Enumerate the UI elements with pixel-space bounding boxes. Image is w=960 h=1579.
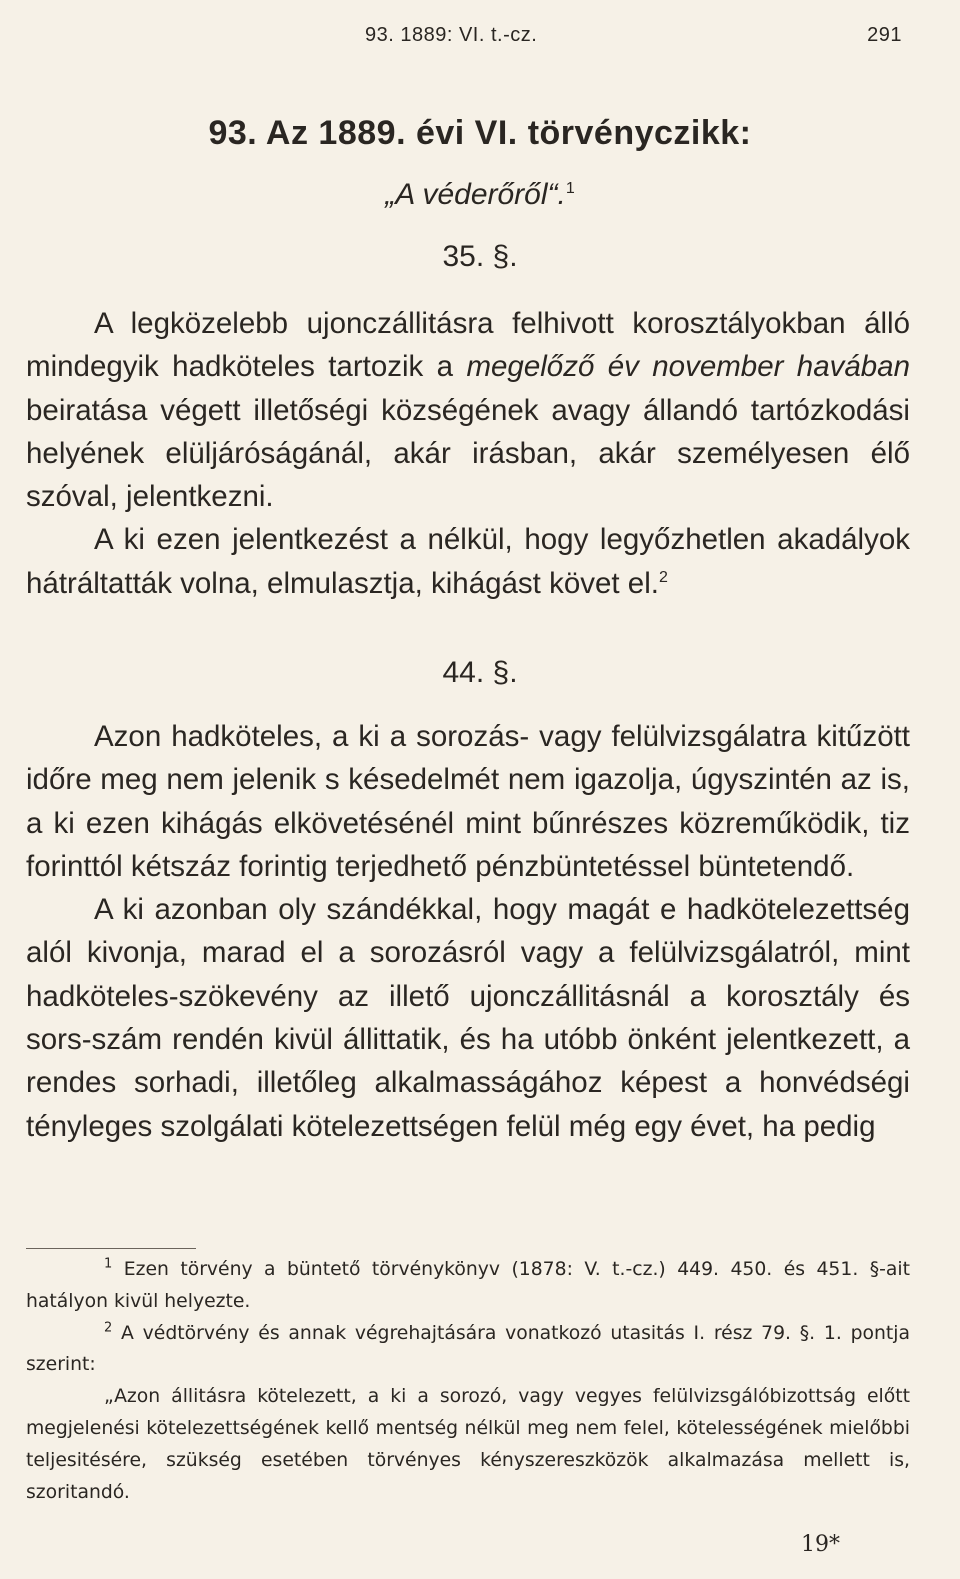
page-number: 291 — [867, 24, 902, 46]
footnote-divider — [26, 1248, 196, 1249]
printer-signature: 19* — [801, 1532, 840, 1557]
paragraph-text: A legközelebb ujonczállitásra felhivott korosztályokban álló mindegyik hadköteles tartozik a — [26, 307, 910, 384]
section-35-body — [26, 302, 910, 605]
paragraph-emphasis: megelőző év november havában — [466, 350, 910, 384]
footnote-text: Ezen törvény a büntető törvénykönyv (1878: V. t.-cz.) 449. 450. és 451. §-ait hatályon kivül helyezte. — [26, 1259, 910, 1312]
section-number-35: 35. §. — [442, 240, 518, 273]
footnote-text: A védtörvény és annak végrehajtására vonatkozó utasitás I. rész 79. §. 1. pontja szerint: — [26, 1322, 910, 1376]
act-subtitle — [0, 178, 960, 212]
section-44-body — [26, 715, 910, 1148]
footnote-2 — [26, 1318, 910, 1382]
footnote-ref-1: 1 — [565, 180, 575, 197]
running-header — [0, 18, 960, 52]
footnote-1 — [26, 1254, 910, 1318]
paragraph-text: beiratása végett illetőségi községének avagy állandó tartózkodási helyének elüljáróságánál, akár irásban, akár személyesen élő szóval, jelentkezni. — [26, 393, 910, 514]
footnote-text: „Azon állitásra kötelezett, a ki a sorozó, vagy vegyes felülvizsgálóbizottság előtt megjelenési kötelezettségének kellő mentség nélkül meg nem felel, kötelességének mielőbbi teljesitésére, szükség esetében törvényes kényszereszközök alkalmazása mellett is, szoritandó. — [26, 1386, 910, 1503]
footnote-ref-2: 2 — [658, 568, 668, 586]
section-35-paragraph-2 — [26, 518, 910, 605]
section-number-44: 44. §. — [442, 656, 518, 689]
act-title: 93. Az 1889. évi VI. törvényczikk: — [208, 114, 752, 152]
footnotes — [26, 1254, 910, 1508]
header-act-reference: 93. 1889: VI. t.-cz. — [365, 24, 538, 46]
section-44-paragraph-2: A ki azonban oly szándékkal, hogy magát e hadkötelezettség alól kivonja, marad el a sorozásról vagy a felülvizsgálatról, mint hadköteles-szökevény az illető ujonczállitásnál a korosztály és sors-szám rendén kivül állittatik, és ha utóbb önként jelentkezett, a rendes sorhadi, illetőleg alkalmasságához képest a honvédségi tényleges szolgálati kötelezettségen felül még egy évet, ha pedig — [26, 893, 910, 1143]
section-44-paragraph-1: Azon hadköteles, a ki a sorozás- vagy felülvizsgálatra kitűzött időre meg nem jelenik s késedelmét nem igazolja, úgyszintén az is, a ki ezen kihágás elkövetésénél mint bűnrészes közreműködik, tiz forinttól kétszáz forintig terjedhető pénzbüntetéssel büntetendő. — [26, 720, 910, 883]
footnote-marker: 2 — [104, 1320, 113, 1336]
footnote-marker: 1 — [104, 1256, 113, 1272]
footnote-2-quote — [26, 1381, 910, 1508]
paragraph-text: A ki ezen jelentkezést a nélkül, hogy legyőzhetlen akadályok hátráltatták volna, elmulasztja, kihágást követ el. — [26, 523, 910, 600]
section-35-paragraph-1 — [26, 302, 910, 518]
act-subtitle-text: „A véderőről“. — [385, 178, 566, 211]
